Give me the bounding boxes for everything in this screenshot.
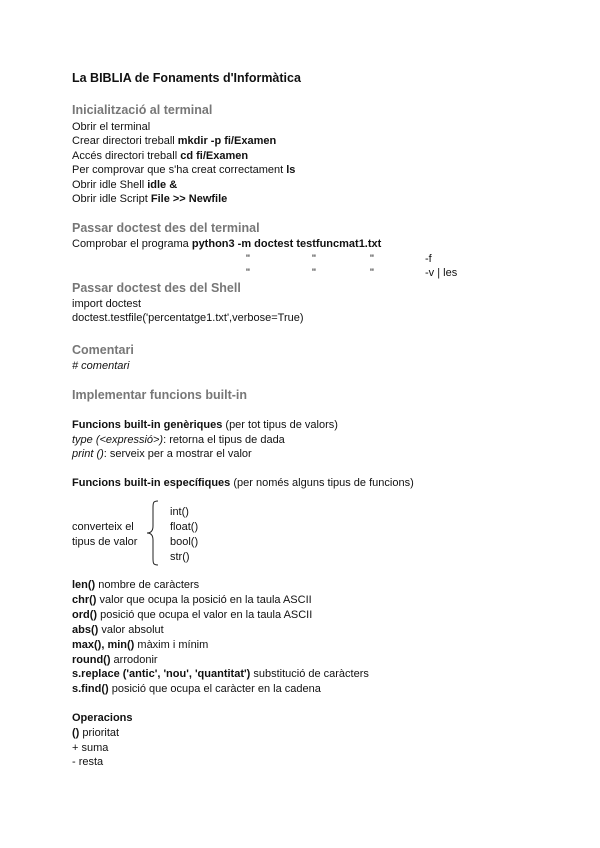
ditto-mark: " <box>312 267 316 279</box>
section-heading-doctest-terminal: Passar doctest des del terminal <box>72 221 260 235</box>
converts-label-1: converteix el <box>72 521 134 533</box>
line-check-ls: Per comprovar que s'ha creat correctament ls <box>72 164 296 176</box>
line-doctest-command: Comprobar el programa python3 -m doctest testfuncmat1.txt <box>72 238 382 250</box>
section-heading-comment: Comentari <box>72 343 134 357</box>
line-type-func: type (<expressió>): retorna el tipus de dada <box>72 434 285 446</box>
option-f: -f <box>425 253 432 265</box>
line-ord: ord() posició que ocupa el valor en la taula ASCII <box>72 609 313 621</box>
section-heading-operations: Operacions <box>72 712 133 724</box>
line-sum: + suma <box>72 742 109 754</box>
line-generic-builtins: Funcions built-in genèriques (per tot tipus de valors) <box>72 419 338 431</box>
line-len: len() nombre de caràcters <box>72 579 200 591</box>
section-heading-doctest-shell: Passar doctest des del Shell <box>72 281 241 295</box>
line-idle-shell: Obrir idle Shell idle & <box>72 179 178 191</box>
section-heading-builtins: Implementar funcions built-in <box>72 388 248 402</box>
line-replace: s.replace ('antic', 'nou', 'quantitat') substitució de caràcters <box>72 668 369 680</box>
line-import-doctest: import doctest <box>72 298 142 310</box>
option-v-less: -v | les <box>425 267 458 279</box>
line-chr: chr() valor que ocupa la posició en la taula ASCII <box>72 594 312 606</box>
cast-float: float() <box>170 521 199 533</box>
ditto-mark: " <box>312 253 316 265</box>
ditto-mark: " <box>370 253 374 265</box>
line-testfile: doctest.testfile('percentatge1.txt',verbose=True) <box>72 312 304 324</box>
ditto-mark: " <box>370 267 374 279</box>
ditto-mark: " <box>246 253 250 265</box>
cast-bool: bool() <box>170 536 199 548</box>
cast-str: str() <box>170 551 190 563</box>
line-open-terminal: Obrir el terminal <box>72 121 151 133</box>
line-priority: () prioritat <box>72 727 120 739</box>
line-round: round() arrodonir <box>72 654 158 666</box>
section-heading-terminal: Inicialització al terminal <box>72 103 213 117</box>
line-comment-example: # comentari <box>72 360 130 372</box>
line-create-dir: Crear directori treball mkdir -p fi/Examen <box>72 135 277 147</box>
converts-label-2: tipus de valor <box>72 536 138 548</box>
line-specific-builtins: Funcions built-in específiques (per només alguns tipus de funcions) <box>72 477 414 489</box>
line-print-func: print (): serveix per a mostrar el valor <box>72 448 252 460</box>
cast-int: int() <box>170 506 189 518</box>
line-max-min: max(), min() màxim i mínim <box>72 639 209 651</box>
line-abs: abs() valor absolut <box>72 624 164 636</box>
ditto-mark: " <box>246 267 250 279</box>
line-access-dir: Accés directori treball cd fi/Examen <box>72 150 249 162</box>
line-idle-script: Obrir idle Script File >> Newfile <box>72 193 228 205</box>
line-find: s.find() posició que ocupa el caràcter en la cadena <box>72 683 321 695</box>
curly-brace-icon <box>146 500 160 566</box>
document-title: La BIBLIA de Fonaments d'Informàtica <box>72 71 301 85</box>
line-subtract: - resta <box>72 756 104 768</box>
